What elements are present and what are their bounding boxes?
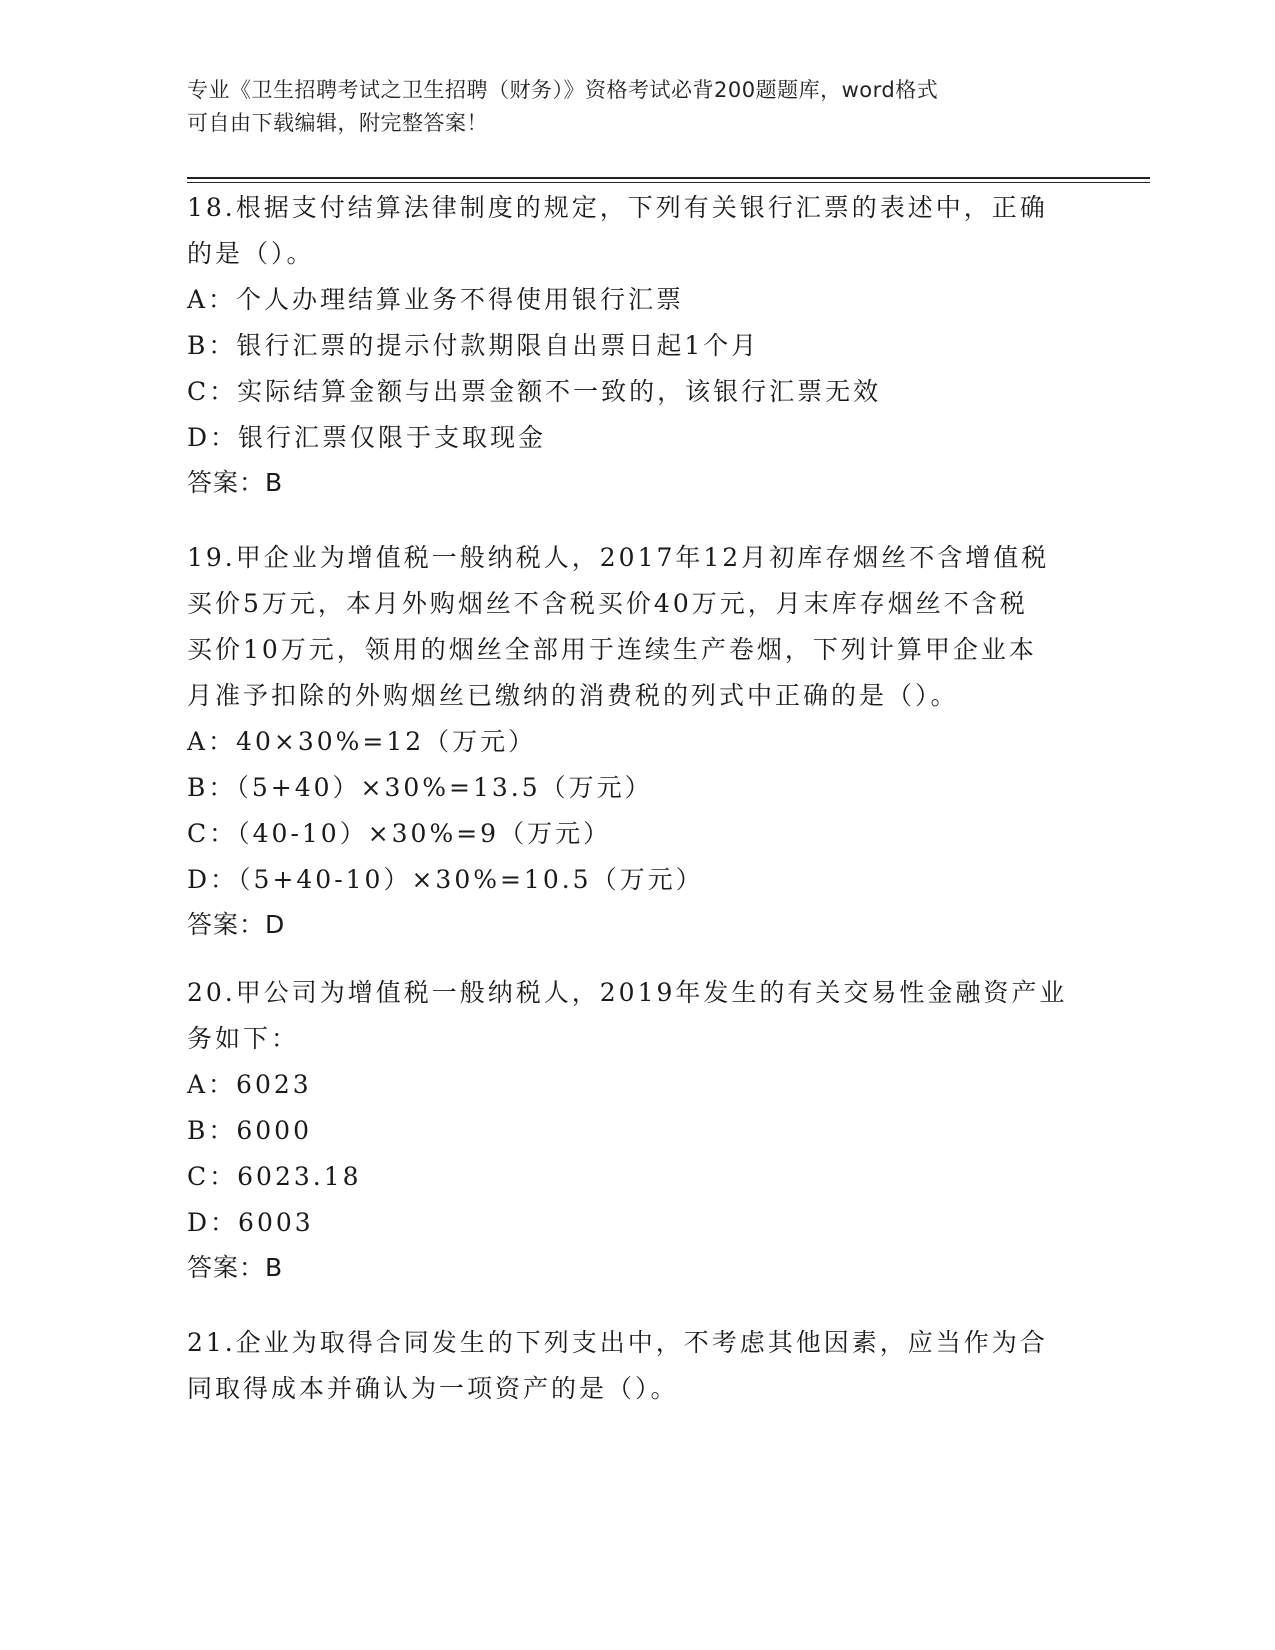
answer: 答案：B (187, 1253, 284, 1282)
stem-line: 21.企业为取得合同发生的下列支出中，不考虑其他因素，应当作为合 (187, 1328, 1048, 1357)
stem-line: 的是（）。 (187, 239, 315, 268)
option-c: C：6023.18 (187, 1162, 362, 1191)
option-a: A：6023 (187, 1070, 312, 1099)
answer: 答案：B (187, 468, 284, 497)
stem-line: 同取得成本并确认为一项资产的是（）。 (187, 1374, 679, 1403)
header-divider-thick (187, 177, 1150, 179)
option-b: B：银行汇票的提示付款期限自出票日起1个月 (187, 331, 760, 360)
option-b: B：6000 (187, 1116, 312, 1145)
option-d: D：6003 (187, 1208, 314, 1237)
option-a: A：40×30%=12（万元） (187, 727, 537, 756)
question-stem (187, 535, 1087, 719)
question-19 (187, 535, 1087, 947)
header-divider-thin (187, 182, 1150, 183)
option-b: B：（5+40）×30%=13.5（万元） (187, 773, 653, 802)
stem-line: 务如下： (187, 1024, 300, 1053)
stem-line: 买价10万元，领用的烟丝全部用于连续生产卷烟，下列计算甲企业本 (187, 635, 1037, 664)
question-stem (187, 970, 1087, 1062)
stem-line: 20.甲公司为增值税一般纳税人，2019年发生的有关交易性金融资产业 (187, 978, 1068, 1007)
question-18 (187, 185, 1087, 505)
question-21 (187, 1320, 1087, 1412)
header-line-1: 专业《卫生招聘考试之卫生招聘（财务）》资格考试必背200题题库，word格式 (187, 78, 939, 102)
header-line-2: 可自由下载编辑，附完整答案！ (187, 111, 488, 135)
option-d: D：（5+40-10）×30%=10.5（万元） (187, 865, 704, 894)
question-stem (187, 185, 1087, 277)
answer: 答案：D (187, 910, 286, 939)
option-d: D：银行汇票仅限于支取现金 (187, 423, 547, 452)
stem-line: 月准予扣除的外购烟丝已缴纳的消费税的列式中正确的是（）。 (187, 681, 959, 710)
stem-line: 买价5万元，本月外购烟丝不含税买价40万元，月末库存烟丝不含税 (187, 589, 1028, 618)
stem-line: 19.甲企业为增值税一般纳税人，2017年12月初库存烟丝不含增值税 (187, 543, 1050, 572)
question-20 (187, 970, 1087, 1290)
option-c: C：（40-10）×30%=9（万元） (187, 819, 612, 848)
document-header (187, 74, 1087, 140)
stem-line: 18.根据支付结算法律制度的规定，下列有关银行汇票的表述中，正确 (187, 193, 1048, 222)
question-stem (187, 1320, 1087, 1412)
option-c: C：实际结算金额与出票金额不一致的，该银行汇票无效 (187, 377, 882, 406)
option-a: A：个人办理结算业务不得使用银行汇票 (187, 285, 685, 314)
